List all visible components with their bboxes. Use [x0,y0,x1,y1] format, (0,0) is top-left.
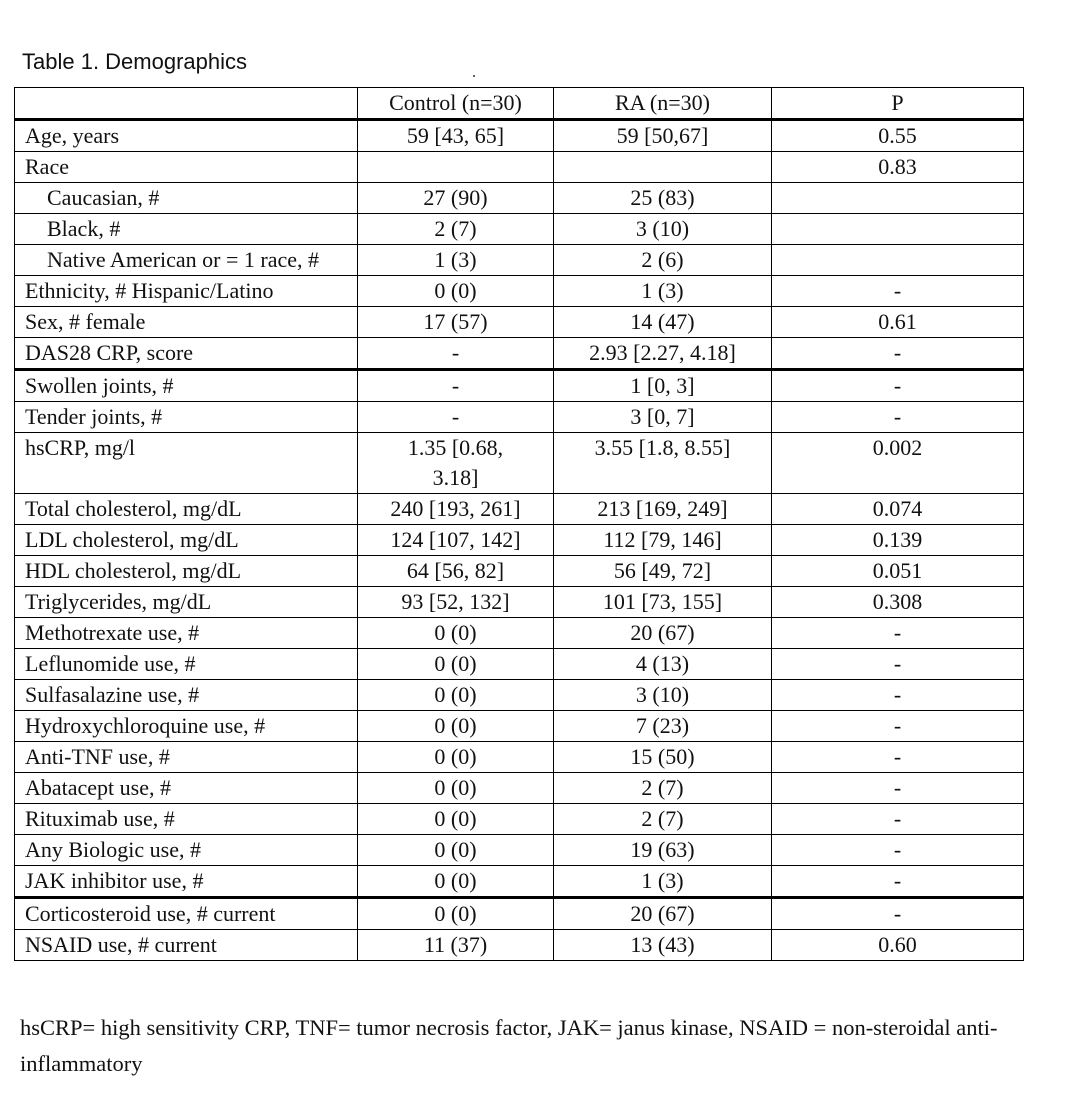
table-row-ldl-cholesterol-mg-dl [15,525,1024,556]
control-value: 124 [107, 142] [358,525,554,556]
p-value: 0.002 [772,433,1024,494]
p-value: - [772,742,1024,773]
control-value: 0 (0) [358,649,554,680]
control-value: - [358,338,554,370]
row-label: Abatacept use, # [15,773,358,804]
ra-value: 1 (3) [554,866,772,898]
ra-value: 1 [0, 3] [554,370,772,402]
control-value: - [358,402,554,433]
table-row-race [15,152,1024,183]
p-value: - [772,338,1024,370]
table-row-hdl-cholesterol-mg-dl [15,556,1024,587]
table-row-triglycerides-mg-dl [15,587,1024,618]
row-label: Hydroxychloroquine use, # [15,711,358,742]
table-row-corticosteroid-use-current [15,898,1024,930]
p-value: 0.308 [772,587,1024,618]
row-label: JAK inhibitor use, # [15,866,358,898]
table-row-hydroxychloroquine-use [15,711,1024,742]
row-label: Ethnicity, # Hispanic/Latino [15,276,358,307]
ra-value: 14 (47) [554,307,772,338]
row-label: Swollen joints, # [15,370,358,402]
p-value: 0.139 [772,525,1024,556]
ra-value: 3.55 [1.8, 8.55] [554,433,772,494]
p-value: - [772,402,1024,433]
p-value [772,214,1024,245]
footnote: hsCRP= high sensitivity CRP, TNF= tumor necrosis factor, JAK= janus kinase, NSAID = non-steroidal anti-inflammatory [20,1015,998,1076]
p-value: - [772,649,1024,680]
control-value: 0 (0) [358,773,554,804]
p-value: - [772,618,1024,649]
table-row-sulfasalazine-use [15,680,1024,711]
ra-value: 4 (13) [554,649,772,680]
p-value: - [772,711,1024,742]
row-label: DAS28 CRP, score [15,338,358,370]
row-label: hsCRP, mg/l [15,433,358,494]
table-row-methotrexate-use [15,618,1024,649]
p-value [772,183,1024,214]
table-row-tender-joints [15,402,1024,433]
ra-value: 25 (83) [554,183,772,214]
table-title: Table 1. Demographics [22,49,248,74]
table-row-total-cholesterol-mg-dl [15,494,1024,525]
table-row-leflunomide-use [15,649,1024,680]
control-value: 27 (90) [358,183,554,214]
table-row-caucasian [15,183,1024,214]
p-value: 0.051 [772,556,1024,587]
row-label: NSAID use, # current [15,930,358,961]
control-value: 64 [56, 82] [358,556,554,587]
ra-value: 19 (63) [554,835,772,866]
ra-value: 15 (50) [554,742,772,773]
table-row-anti-tnf-use [15,742,1024,773]
control-value: 93 [52, 132] [358,587,554,618]
row-label: Rituximab use, # [15,804,358,835]
ra-value: 59 [50,67] [554,120,772,152]
ra-value: 2 (6) [554,245,772,276]
control-value: 17 (57) [358,307,554,338]
control-value: 11 (37) [358,930,554,961]
stray-mark [473,75,475,77]
control-value: 0 (0) [358,898,554,930]
row-label: Triglycerides, mg/dL [15,587,358,618]
control-value: 59 [43, 65] [358,120,554,152]
control-value: 0 (0) [358,711,554,742]
row-label: Caucasian, # [15,183,358,214]
row-label: Methotrexate use, # [15,618,358,649]
table-row-age-years [15,120,1024,152]
header-control: Control (n=30) [358,88,554,120]
control-value: 0 (0) [358,618,554,649]
table-row-abatacept-use [15,773,1024,804]
ra-value: 213 [169, 249] [554,494,772,525]
p-value: - [772,370,1024,402]
row-label: HDL cholesterol, mg/dL [15,556,358,587]
p-value: 0.61 [772,307,1024,338]
control-value: 0 (0) [358,276,554,307]
row-label: Anti-TNF use, # [15,742,358,773]
row-label: Tender joints, # [15,402,358,433]
table-row-hscrp-mg-l [15,433,1024,494]
control-value: 1.35 [0.68, 3.18] [358,433,554,494]
p-value: 0.074 [772,494,1024,525]
table-row-das28-crp-score [15,338,1024,370]
row-label: Age, years [15,120,358,152]
row-label: Sulfasalazine use, # [15,680,358,711]
p-value: 0.83 [772,152,1024,183]
ra-value: 3 (10) [554,680,772,711]
p-value: - [772,866,1024,898]
table-row-any-biologic-use [15,835,1024,866]
ra-value: 1 (3) [554,276,772,307]
header-label [15,88,358,120]
row-label: LDL cholesterol, mg/dL [15,525,358,556]
control-value: 1 (3) [358,245,554,276]
ra-value: 101 [73, 155] [554,587,772,618]
row-label: Black, # [15,214,358,245]
table-row-black [15,214,1024,245]
ra-value: 7 (23) [554,711,772,742]
control-value: 0 (0) [358,680,554,711]
control-value: 2 (7) [358,214,554,245]
control-value [358,152,554,183]
ra-value: 2.93 [2.27, 4.18] [554,338,772,370]
row-label: Corticosteroid use, # current [15,898,358,930]
table-row-jak-inhibitor-use [15,866,1024,898]
p-value: - [772,276,1024,307]
table-row-swollen-joints [15,370,1024,402]
ra-value: 13 (43) [554,930,772,961]
table-row-nsaid-use-current [15,930,1024,961]
control-value: - [358,370,554,402]
ra-value: 56 [49, 72] [554,556,772,587]
p-value: - [772,835,1024,866]
row-label: Native American or = 1 race, # [15,245,358,276]
row-label: Race [15,152,358,183]
header-p: P [772,88,1024,120]
ra-value: 112 [79, 146] [554,525,772,556]
table-row-native-american-or-1-race [15,245,1024,276]
p-value: - [772,898,1024,930]
p-value: 0.55 [772,120,1024,152]
row-label: Any Biologic use, # [15,835,358,866]
row-label: Leflunomide use, # [15,649,358,680]
ra-value: 3 (10) [554,214,772,245]
p-value: - [772,773,1024,804]
ra-value: 20 (67) [554,618,772,649]
table-row-rituximab-use [15,804,1024,835]
ra-value: 2 (7) [554,804,772,835]
control-value: 0 (0) [358,835,554,866]
control-value: 0 (0) [358,866,554,898]
p-value: - [772,680,1024,711]
table-row-sex-female [15,307,1024,338]
control-value: 0 (0) [358,804,554,835]
ra-value [554,152,772,183]
row-label: Total cholesterol, mg/dL [15,494,358,525]
ra-value: 3 [0, 7] [554,402,772,433]
ra-value: 20 (67) [554,898,772,930]
header-row [15,88,1024,120]
header-ra: RA (n=30) [554,88,772,120]
table-row-ethnicity-hispanic-latino [15,276,1024,307]
ra-value: 2 (7) [554,773,772,804]
control-value: 240 [193, 261] [358,494,554,525]
p-value [772,245,1024,276]
demographics-table [14,87,1024,961]
control-value: 0 (0) [358,742,554,773]
p-value: - [772,804,1024,835]
row-label: Sex, # female [15,307,358,338]
p-value: 0.60 [772,930,1024,961]
